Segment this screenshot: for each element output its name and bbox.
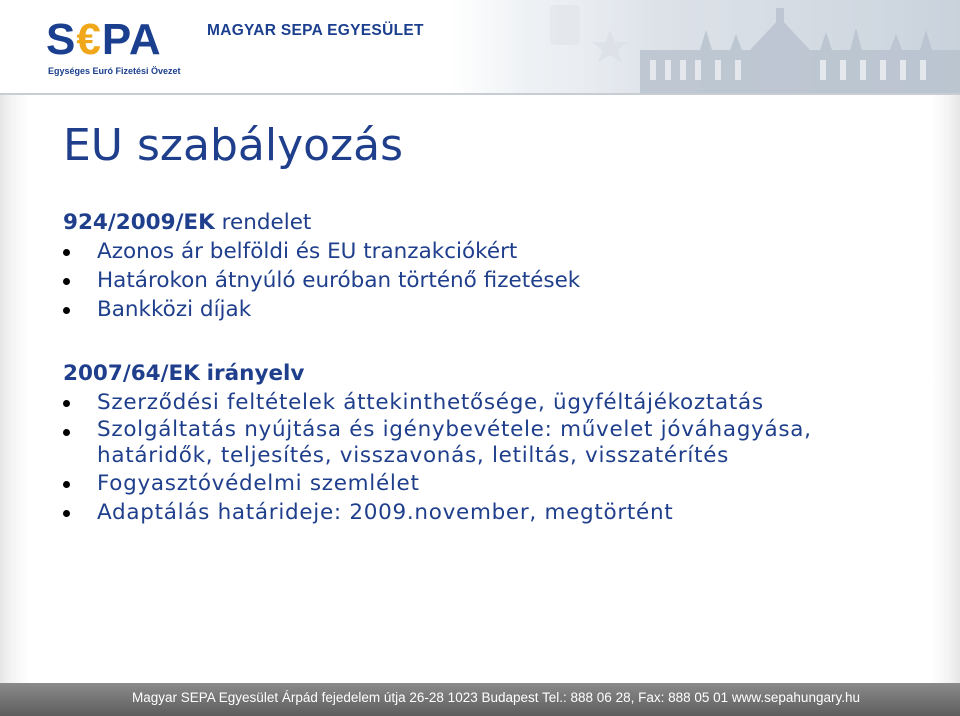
directive-type: irányelv [206,361,305,386]
bullet-item: Szerződési feltételek áttekinthetősége, ügyféltájékoztatás [63,388,923,417]
bullet-item: Azonos ár belföldi és EU tranzakciókért [63,237,923,266]
bullet-item: Határokon átnyúló euróban történő fizetések [63,266,923,295]
sepa-logo: S€PA [46,15,162,64]
directive-code: 2007/64/EK [63,361,200,386]
section-heading [63,208,923,237]
logo-subtitle: Egységes Euró Fizetési Övezet [48,66,181,76]
bullet-list [63,388,923,527]
header-banner [0,0,960,93]
parliament-illustration [520,0,960,93]
regulation-code: 924/2009/EK [63,210,215,235]
bullet-item: Fogyasztóvédelmi szemlélet [63,469,923,498]
footer-contact-text: Magyar SEPA Egyesület Árpád fejedelem útja 26-28 1023 Budapest Tel.: 888 06 28, Fax: 888 05 01 www.sepahungary.hu [132,690,860,705]
slide-content [63,208,923,527]
section-heading [63,359,923,388]
bullet-item: Szolgáltatás nyújtása és igénybevétele: művelet jóváhagyása, határidők, teljesítés, visszavonás, letiltás, visszatérítés [63,417,923,469]
bullet-list [63,237,923,324]
bullet-item: Adaptálás határideje: 2009.november, megtörtént [63,498,923,527]
slide-title: EU szabályozás [63,120,404,171]
regulation-type: rendelet [221,210,312,235]
organization-name: MAGYAR SEPA EGYESÜLET [207,22,424,39]
bullet-item: Bankközi díjak [63,295,923,324]
